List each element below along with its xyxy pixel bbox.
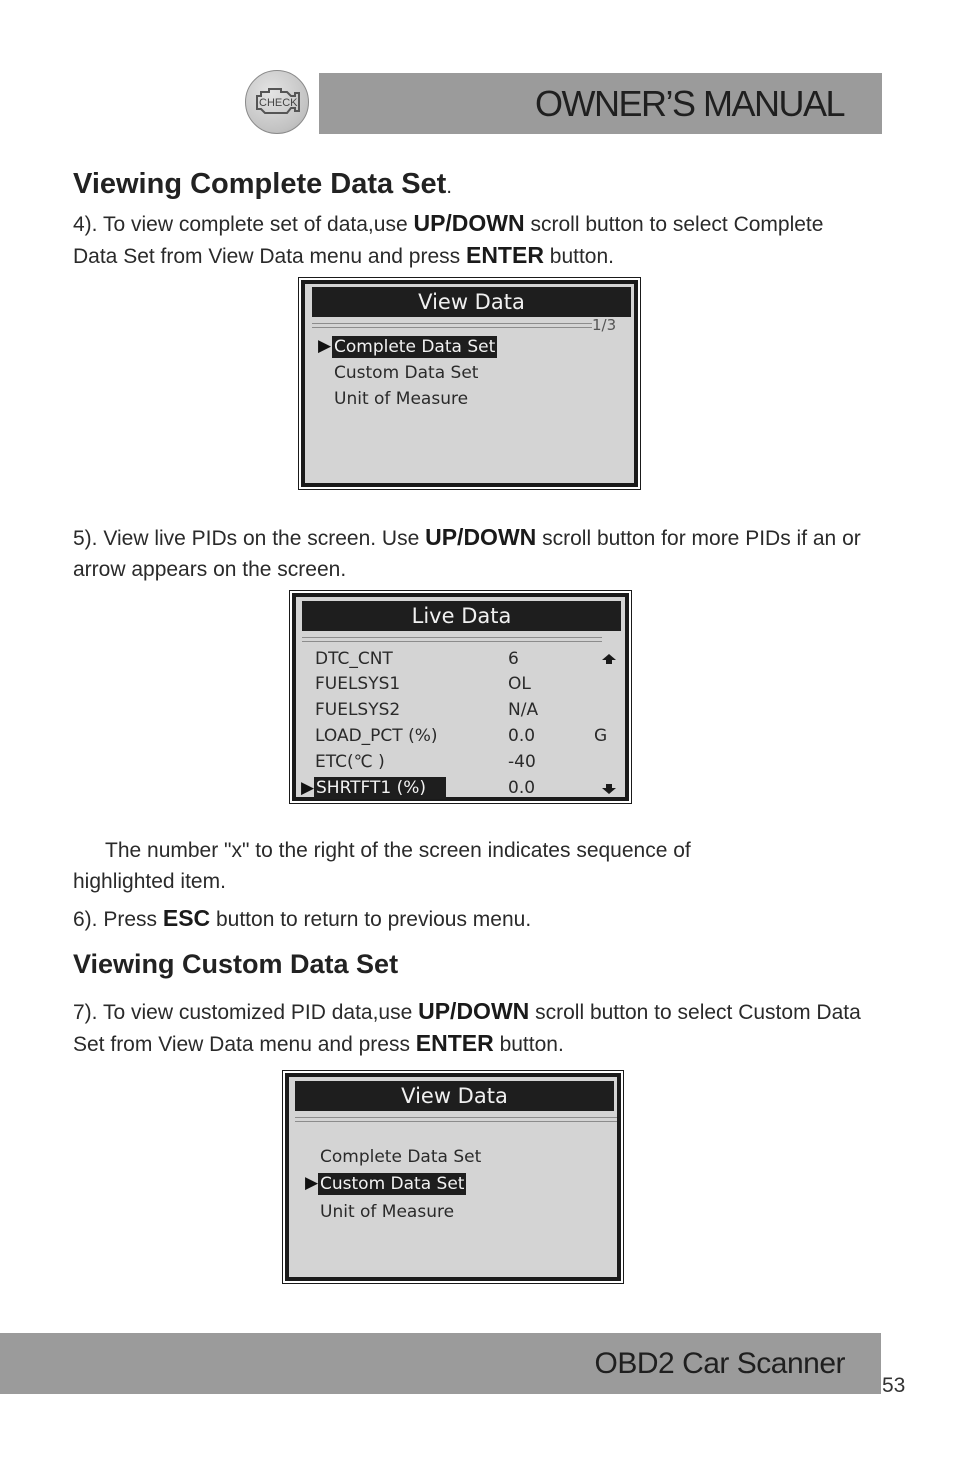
pid-name: FUELSYS2 — [315, 700, 401, 720]
updown-key: UP/DOWN — [413, 210, 525, 236]
updown-key: UP/DOWN — [418, 998, 530, 1024]
step-5-text: 5). View live PIDs on the screen. Use — [73, 527, 426, 550]
heading-text: Viewing Complete Data Set — [73, 168, 447, 200]
enter-key: ENTER — [415, 1030, 494, 1056]
pid-value: 6 — [508, 649, 519, 669]
pid-name: DTC_CNT — [315, 649, 393, 669]
screen-divider — [312, 323, 592, 328]
section-heading-complete — [73, 168, 452, 201]
step-6-text-end: button to return to previous menu. — [210, 908, 532, 931]
sequence-note: The number "x" to the right of the screen indicates sequence of highlighted item. — [73, 839, 691, 893]
page-number: 53 — [882, 1374, 906, 1397]
step-5-paragraph — [73, 522, 873, 585]
section-heading-custom: Viewing Custom Data Set — [73, 949, 399, 979]
pid-name-selected[interactable]: SHRTFT1 (%) — [314, 777, 446, 799]
product-name: OBD2 Car Scanner — [594, 1347, 845, 1380]
step-7-text: 7). To view customized PID data,use — [73, 1001, 419, 1024]
cursor-arrow-icon: ▶ — [305, 1173, 319, 1192]
menu-item-unit-of-measure[interactable]: Unit of Measure — [320, 1202, 455, 1222]
menu-item-complete-data-set[interactable]: Complete Data Set — [320, 1147, 482, 1167]
footer-band — [0, 1333, 881, 1394]
pid-value: OL — [508, 674, 531, 694]
esc-key: ESC — [162, 905, 211, 931]
cursor-arrow-icon: ▶ — [301, 778, 315, 797]
screen-divider — [302, 637, 602, 642]
pid-name: ETC(℃ ) — [315, 752, 385, 772]
step-7-text-end: button. — [493, 1033, 564, 1056]
step-6-text: 6). Press — [73, 908, 163, 931]
view-data-screen-1 — [298, 277, 641, 490]
view-data-screen-2 — [282, 1070, 624, 1284]
enter-key: ENTER — [465, 242, 544, 268]
manual-title: OWNER’S MANUAL — [534, 83, 844, 124]
step-4-paragraph — [73, 208, 873, 272]
heading-suffix: . — [446, 176, 452, 198]
live-data-screen — [289, 590, 632, 804]
pid-value: 0.0 — [508, 726, 536, 746]
screen-title: Live Data — [302, 601, 621, 631]
pid-value: -40 — [508, 752, 536, 772]
logo-text: CHECK — [259, 97, 298, 109]
step-4-text-mid: scroll button to select Complete Data Set from View Data menu and press — [73, 213, 824, 268]
check-engine-logo — [245, 70, 309, 134]
scroll-up-arrow-icon — [601, 653, 617, 665]
step-5-text-end: scroll button for more PIDs if an or arrow appears on the screen. — [73, 527, 861, 581]
item-counter: 1/3 — [592, 316, 617, 334]
screen-divider — [295, 1117, 617, 1122]
pid-value: N/A — [508, 700, 539, 720]
step-7-paragraph — [73, 996, 873, 1060]
step-7-text-mid: scroll button to select Custom Data Set from View Data menu and press — [73, 1001, 861, 1056]
header-band — [319, 73, 882, 134]
pid-name: LOAD_PCT (%) — [315, 726, 438, 746]
screen-title: View Data — [295, 1081, 614, 1111]
menu-item-custom-data-set[interactable]: Custom Data Set — [320, 1174, 465, 1194]
step-4-text: 4). To view complete set of data,use — [73, 213, 414, 236]
pid-value: 0.0 — [508, 778, 536, 798]
menu-item-unit-of-measure[interactable]: Unit of Measure — [334, 389, 469, 409]
step-4-text-end: button. — [543, 245, 614, 268]
screen-title: View Data — [312, 287, 631, 317]
step-6-paragraph — [73, 903, 873, 935]
menu-item-custom-data-set[interactable]: Custom Data Set — [334, 363, 479, 383]
pid-flag: G — [594, 726, 608, 746]
pid-name: FUELSYS1 — [315, 674, 401, 694]
scroll-down-arrow-icon — [601, 783, 617, 795]
menu-item-complete-data-set[interactable]: Complete Data Set — [334, 337, 496, 357]
cursor-arrow-icon: ▶ — [318, 336, 332, 355]
updown-key: UP/DOWN — [425, 524, 537, 550]
